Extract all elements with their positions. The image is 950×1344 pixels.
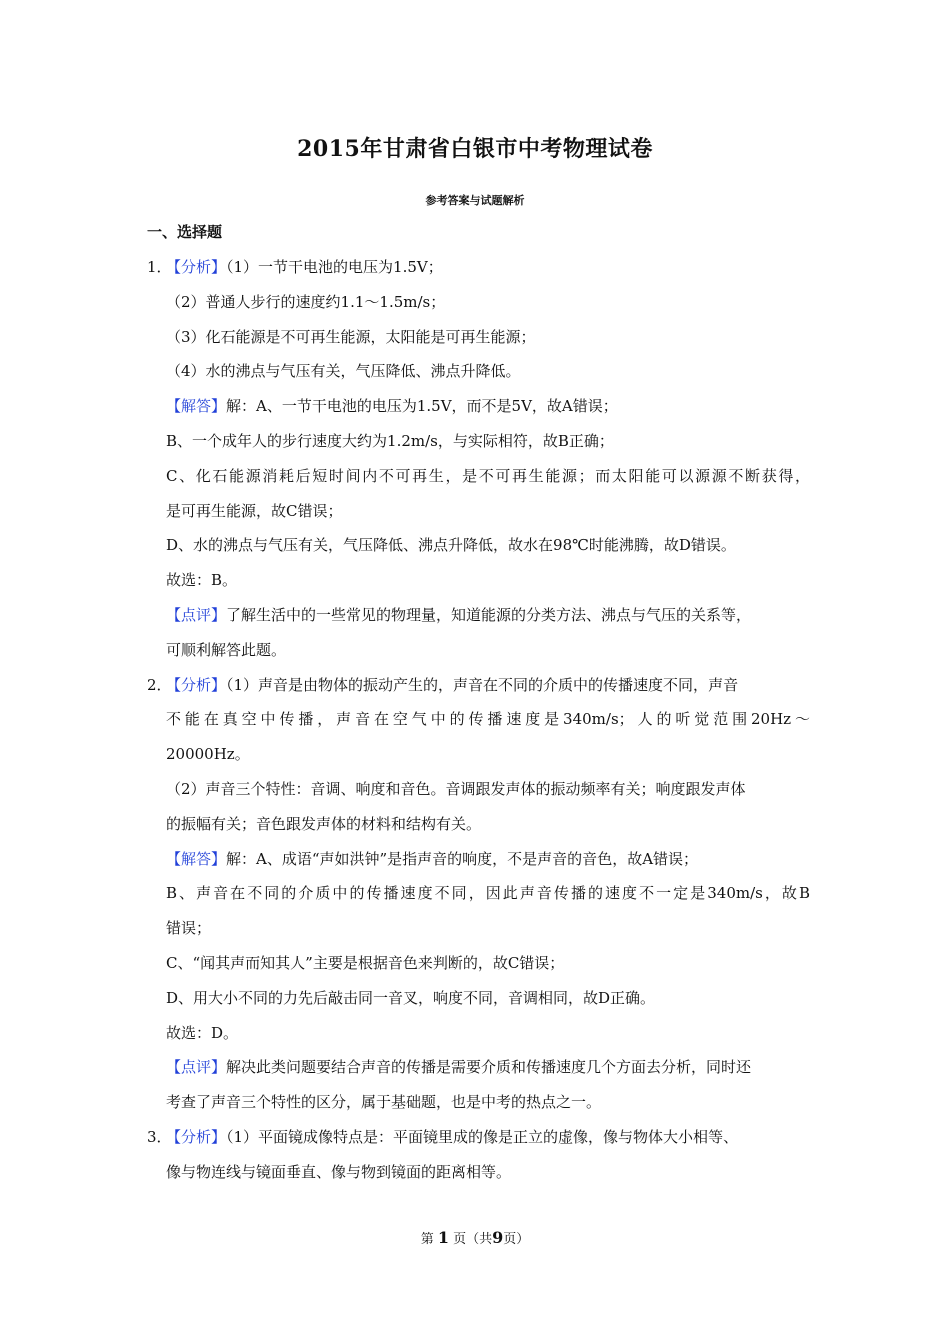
q2-comment-line-2: 考查了声音三个特性的区分，属于基础题，也是中考的热点之一。 [166, 1093, 602, 1112]
q2-solution-line-3: 错误； [166, 919, 212, 938]
document-subtitle: 参考答案与试题解析 [425, 194, 525, 207]
q2-analysis-line-4: （2）声音三个特性：音调、响度和音色。音调跟发声体的振动频率有关；响度跟发声体 [166, 779, 746, 798]
page-footer [0, 1228, 950, 1247]
q2-solution-line-5: D、用大小不同的力先后敲击同一音叉，响度不同，音调相同，故D正确。 [166, 988, 656, 1007]
total-pages: 9 [492, 1228, 504, 1247]
q2-analysis-text-1: （1）声音是由物体的振动产生的，声音在不同的介质中的传播速度不同，声音 [226, 675, 739, 694]
q2-comment-line-1 [147, 1050, 810, 1085]
footer-prefix: 第 [420, 1232, 434, 1247]
analysis-tag: 【分析】 [166, 1127, 227, 1146]
comment-tag: 【点评】 [166, 605, 227, 624]
q2-analysis-line-2: 不能在真空中传播，声音在空气中的传播速度是340m/s；人的听觉范围20Hz～ [166, 710, 810, 729]
footer-middle: 页（共 [453, 1232, 493, 1247]
q2-analysis-line-3: 20000Hz。 [166, 745, 250, 764]
answer-content [147, 250, 810, 1190]
q2-solution-line-4: C、“闻其声而知其人”主要是根据音色来判断的，故C错误； [166, 953, 565, 972]
q2-analysis-line-1 [147, 668, 810, 703]
q3-analysis-text-1: （1）平面镜成像特点是：平面镜里成的像是正立的虚像，像与物体大小相等、 [226, 1127, 739, 1146]
q1-comment-text-1: 了解生活中的一些常见的物理量，知道能源的分类方法、沸点与气压的关系等， [226, 605, 752, 624]
q2-number: 2． [147, 675, 172, 694]
q1-analysis-line-2: （2）普通人步行的速度约1.1～1.5m/s； [166, 292, 446, 311]
current-page-number: 1 [437, 1228, 449, 1247]
q2-solution-text-1: 解：A、成语“声如洪钟”是指声音的响度，不是声音的音色，故A错误； [226, 849, 699, 868]
analysis-tag: 【分析】 [166, 675, 227, 694]
analysis-tag: 【分析】 [166, 258, 227, 276]
q1-number: 1． [147, 258, 172, 276]
answer-tag: 【解答】 [166, 397, 227, 416]
comment-tag: 【点评】 [166, 1058, 227, 1077]
q2-analysis-line-5: 的振幅有关；音色跟发声体的材料和结构有关。 [166, 814, 482, 833]
q3-analysis-line-1 [147, 1120, 810, 1155]
answer-tag: 【解答】 [166, 849, 227, 868]
q1-analysis-line-4: （4）水的沸点与气压有关，气压降低、沸点升降低。 [166, 362, 521, 381]
section-heading: 一、选择题 [147, 223, 223, 241]
q2-comment-text-1: 解决此类问题要结合声音的传播是需要介质和传播速度几个方面去分析，同时还 [226, 1058, 752, 1077]
q2-choice: 故选：D。 [166, 1023, 239, 1042]
q1-solution-line-4: 是可再生能源，故C错误； [166, 501, 343, 520]
q1-solution-line-5: D、水的沸点与气压有关，气压降低、沸点升降低，故水在98℃时能沸腾，故D错误。 [166, 536, 736, 555]
q3-analysis-line-2: 像与物连线与镜面垂直、像与物到镜面的距离相等。 [166, 1162, 512, 1181]
q1-solution-line-2: B、一个成年人的步行速度大约为1.2m/s，与实际相符，故B正确； [166, 431, 614, 450]
q2-solution-line-1 [147, 842, 810, 877]
document-title: 2015年甘肃省白银市中考物理试卷 [297, 136, 653, 162]
footer-suffix: 页） [503, 1232, 530, 1247]
q1-solution-text-1: 解：A、一节干电池的电压为1.5V，而不是5V，故A错误； [226, 397, 618, 416]
q1-comment-line-2: 可顺利解答此题。 [166, 640, 287, 659]
q1-comment-line-1 [147, 598, 810, 633]
q1-choice: 故选：B。 [166, 571, 238, 590]
q1-analysis-text-1: （1）一节干电池的电压为1.5V； [226, 258, 443, 276]
q1-solution-line-1 [147, 389, 810, 424]
q1-solution-line-3: C、化石能源消耗后短时间内不可再生，是不可再生能源；而太阳能可以源源不断获得， [166, 466, 810, 485]
q1-analysis-line-1 [147, 250, 810, 285]
q1-analysis-line-3: （3）化石能源是不可再生能源，太阳能是可再生能源； [166, 327, 536, 346]
q2-solution-line-2: B、声音在不同的介质中的传播速度不同，因此声音传播的速度不一定是340m/s，故B [166, 884, 810, 903]
q3-number: 3． [147, 1127, 172, 1146]
